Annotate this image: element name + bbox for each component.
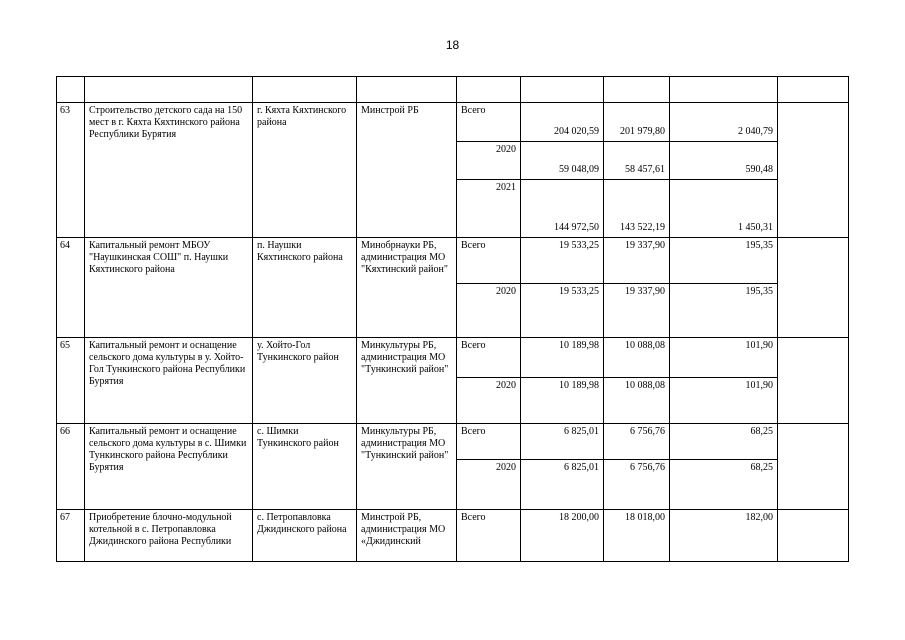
project-responsible: Минстрой РБ, администрация МО «Джидинский xyxy=(357,510,457,562)
row-number: 64 xyxy=(57,238,85,338)
funding-total: 59 048,09 xyxy=(521,142,604,180)
funding-regional: 68,25 xyxy=(670,460,778,510)
page-number: 18 xyxy=(445,38,460,52)
funding-total: 19 533,25 xyxy=(521,284,604,338)
project-location: с. Петропавловка Джидинского района xyxy=(253,510,357,562)
project-location: г. Кяхта Кяхтинского района xyxy=(253,103,357,238)
empty-cell xyxy=(604,77,670,103)
projects-table xyxy=(56,76,849,562)
funding-year: 2020 xyxy=(457,378,521,424)
empty-cell xyxy=(357,77,457,103)
funding-federal: 19 337,90 xyxy=(604,284,670,338)
funding-regional: 101,90 xyxy=(670,378,778,424)
funding-label: Всего xyxy=(457,103,521,142)
empty-cell xyxy=(670,77,778,103)
funding-federal: 18 018,00 xyxy=(604,510,670,562)
funding-regional: 195,35 xyxy=(670,238,778,284)
row-number: 66 xyxy=(57,424,85,510)
table-row xyxy=(57,338,849,378)
empty-cell xyxy=(521,77,604,103)
empty-cell xyxy=(778,103,849,238)
funding-federal: 143 522,19 xyxy=(604,180,670,238)
empty-cell xyxy=(253,77,357,103)
funding-regional: 590,48 xyxy=(670,142,778,180)
empty-cell xyxy=(85,77,253,103)
funding-regional: 195,35 xyxy=(670,284,778,338)
funding-regional: 101,90 xyxy=(670,338,778,378)
funding-year: 2021 xyxy=(457,180,521,238)
project-location: у. Хойто-Гол Тункинского район xyxy=(253,338,357,424)
funding-regional: 68,25 xyxy=(670,424,778,460)
funding-federal: 6 756,76 xyxy=(604,460,670,510)
funding-total: 144 972,50 xyxy=(521,180,604,238)
project-name: Капитальный ремонт и оснащение сельского дома культуры в у. Хойто-Гол Тункинского района Республики Бурятия xyxy=(85,338,253,424)
funding-label: Всего xyxy=(457,424,521,460)
funding-label: Всего xyxy=(457,510,521,562)
project-name: Приобретение блочно-модульной котельной в с. Петропавловка Джидинского района Республики xyxy=(85,510,253,562)
empty-cell xyxy=(57,77,85,103)
row-number: 65 xyxy=(57,338,85,424)
table-row xyxy=(57,238,849,284)
funding-total: 18 200,00 xyxy=(521,510,604,562)
funding-regional: 1 450,31 xyxy=(670,180,778,238)
funding-label: Всего xyxy=(457,238,521,284)
empty-cell xyxy=(778,338,849,424)
table-row xyxy=(57,103,849,142)
row-number: 67 xyxy=(57,510,85,562)
funding-regional: 182,00 xyxy=(670,510,778,562)
empty-cell xyxy=(778,510,849,562)
funding-total: 10 189,98 xyxy=(521,338,604,378)
project-location: п. Наушки Кяхтинского района xyxy=(253,238,357,338)
project-name: Капитальный ремонт и оснащение сельского дома культуры в с. Шимки Тункинского района Республики Бурятия xyxy=(85,424,253,510)
empty-cell xyxy=(778,238,849,338)
funding-year: 2020 xyxy=(457,460,521,510)
empty-cell xyxy=(778,424,849,510)
funding-total: 10 189,98 xyxy=(521,378,604,424)
header-row xyxy=(57,77,849,103)
funding-federal: 6 756,76 xyxy=(604,424,670,460)
project-name: Строительство детского сада на 150 мест в г. Кяхта Кяхтинского района Республики Бурятия xyxy=(85,103,253,238)
project-responsible: Минобрнауки РБ, администрация МО "Кяхтинский район" xyxy=(357,238,457,338)
funding-total: 6 825,01 xyxy=(521,424,604,460)
funding-federal: 19 337,90 xyxy=(604,238,670,284)
funding-label: Всего xyxy=(457,338,521,378)
project-responsible: Минкультуры РБ, администрация МО "Тункинский район" xyxy=(357,424,457,510)
table-row xyxy=(57,510,849,562)
funding-federal: 201 979,80 xyxy=(604,103,670,142)
funding-federal: 58 457,61 xyxy=(604,142,670,180)
funding-total: 19 533,25 xyxy=(521,238,604,284)
funding-year: 2020 xyxy=(457,284,521,338)
project-responsible: Минкультуры РБ, администрация МО "Тункинский район" xyxy=(357,338,457,424)
funding-federal: 10 088,08 xyxy=(604,378,670,424)
funding-total: 6 825,01 xyxy=(521,460,604,510)
funding-year: 2020 xyxy=(457,142,521,180)
project-responsible: Минстрой РБ xyxy=(357,103,457,238)
funding-federal: 10 088,08 xyxy=(604,338,670,378)
empty-cell xyxy=(778,77,849,103)
project-location: с. Шимки Тункинского район xyxy=(253,424,357,510)
table-row xyxy=(57,424,849,460)
project-name: Капитальный ремонт МБОУ "Наушкинская СОШ" п. Наушки Кяхтинского района xyxy=(85,238,253,338)
empty-cell xyxy=(457,77,521,103)
funding-regional: 2 040,79 xyxy=(670,103,778,142)
row-number: 63 xyxy=(57,103,85,238)
funding-total: 204 020,59 xyxy=(521,103,604,142)
